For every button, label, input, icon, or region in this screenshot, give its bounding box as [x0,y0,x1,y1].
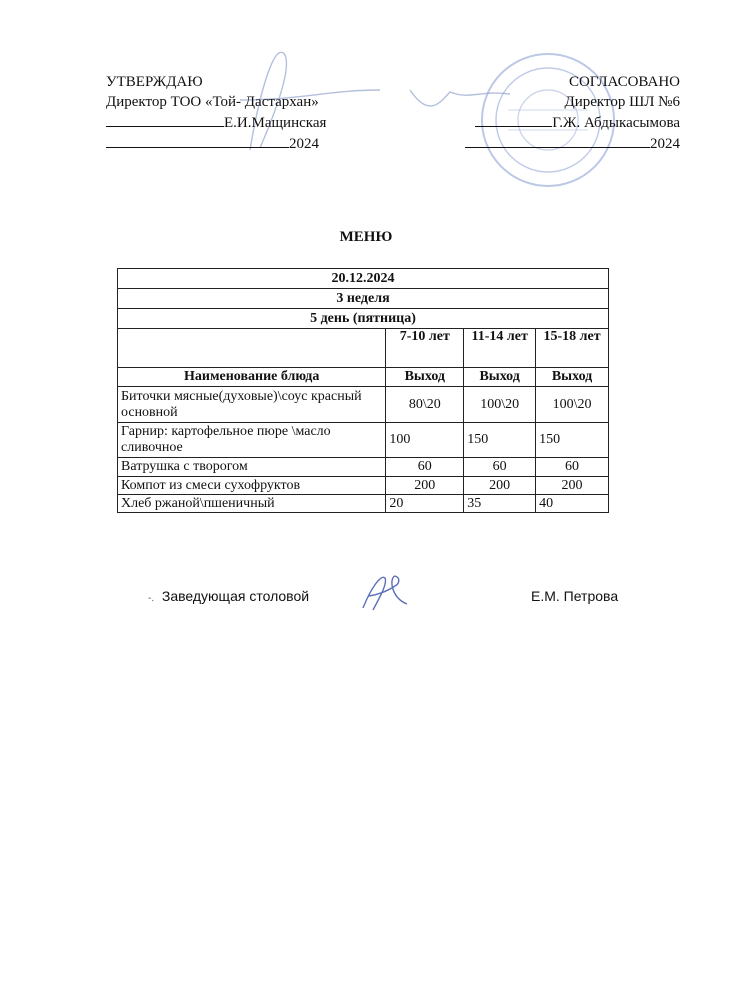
dish-output: 35 [464,495,536,513]
age-group-header: 11-14 лет [464,329,536,368]
menu-table [117,268,609,513]
output-column-header: Выход [386,368,464,387]
age-group-header: 7-10 лет [386,329,464,368]
canteen-head-label [148,588,309,604]
dish-name: Хлеб ржаной\пшеничный [118,495,386,513]
dish-output: 100 [386,423,464,458]
agree-position: Директор ШЛ №6 [564,94,680,110]
menu-day: 5 день (пятница) [118,309,609,329]
dish-output: 40 [536,495,609,513]
agree-heading: СОГЛАСОВАНО [568,74,680,90]
age-group-header: 15-18 лет [536,329,609,368]
dish-output: 60 [536,458,609,477]
dish-output: 200 [386,477,464,495]
agree-year: 2024 [650,136,680,152]
table-row [118,458,609,477]
table-row [118,423,609,458]
dish-output: 60 [386,458,464,477]
canteen-head-signature-icon [355,568,415,616]
approve-year: 2024 [289,136,319,152]
menu-week: 3 неделя [118,289,609,309]
header-spacer [118,329,386,368]
agreement-block [465,72,680,154]
dish-output: 100\20 [464,387,536,423]
dish-output: 80\20 [386,387,464,423]
page-title: МЕНЮ [339,229,393,245]
dish-name: Компот из смеси сухофруктов [118,477,386,495]
dish-output: 100\20 [536,387,609,423]
approval-block [106,72,326,154]
table-row [118,477,609,495]
dish-output: 150 [536,423,609,458]
menu-date: 20.12.2024 [118,269,609,289]
bullet: -. [148,593,155,604]
dish-output: 20 [386,495,464,513]
date-line [465,133,650,148]
dish-name: Биточки мясные(духовые)\соус красный основной [118,387,386,423]
dish-output: 150 [464,423,536,458]
dish-output: 200 [464,477,536,495]
canteen-head-name: Е.М. Петрова [531,588,619,604]
dish-name: Гарнир: картофельное пюре \масло сливочное [118,423,386,458]
approve-heading: УТВЕРЖДАЮ [106,74,203,90]
table-row [118,495,609,513]
output-column-header: Выход [536,368,609,387]
output-column-header: Выход [464,368,536,387]
table-row [118,387,609,423]
signature-line [475,112,552,127]
agree-name: Г.Ж. Абдыкасымова [552,115,680,131]
dish-name: Ватрушка с творогом [118,458,386,477]
approve-name: Е.И.Мащинская [224,115,327,131]
signature-line [106,112,224,127]
dish-output: 60 [464,458,536,477]
date-line [106,133,289,148]
approve-position: Директор ТОО «Той- Дастархан» [106,94,319,110]
dish-column-header: Наименование блюда [118,368,386,387]
dish-output: 200 [536,477,609,495]
canteen-head-role: Заведующая столовой [161,588,310,604]
